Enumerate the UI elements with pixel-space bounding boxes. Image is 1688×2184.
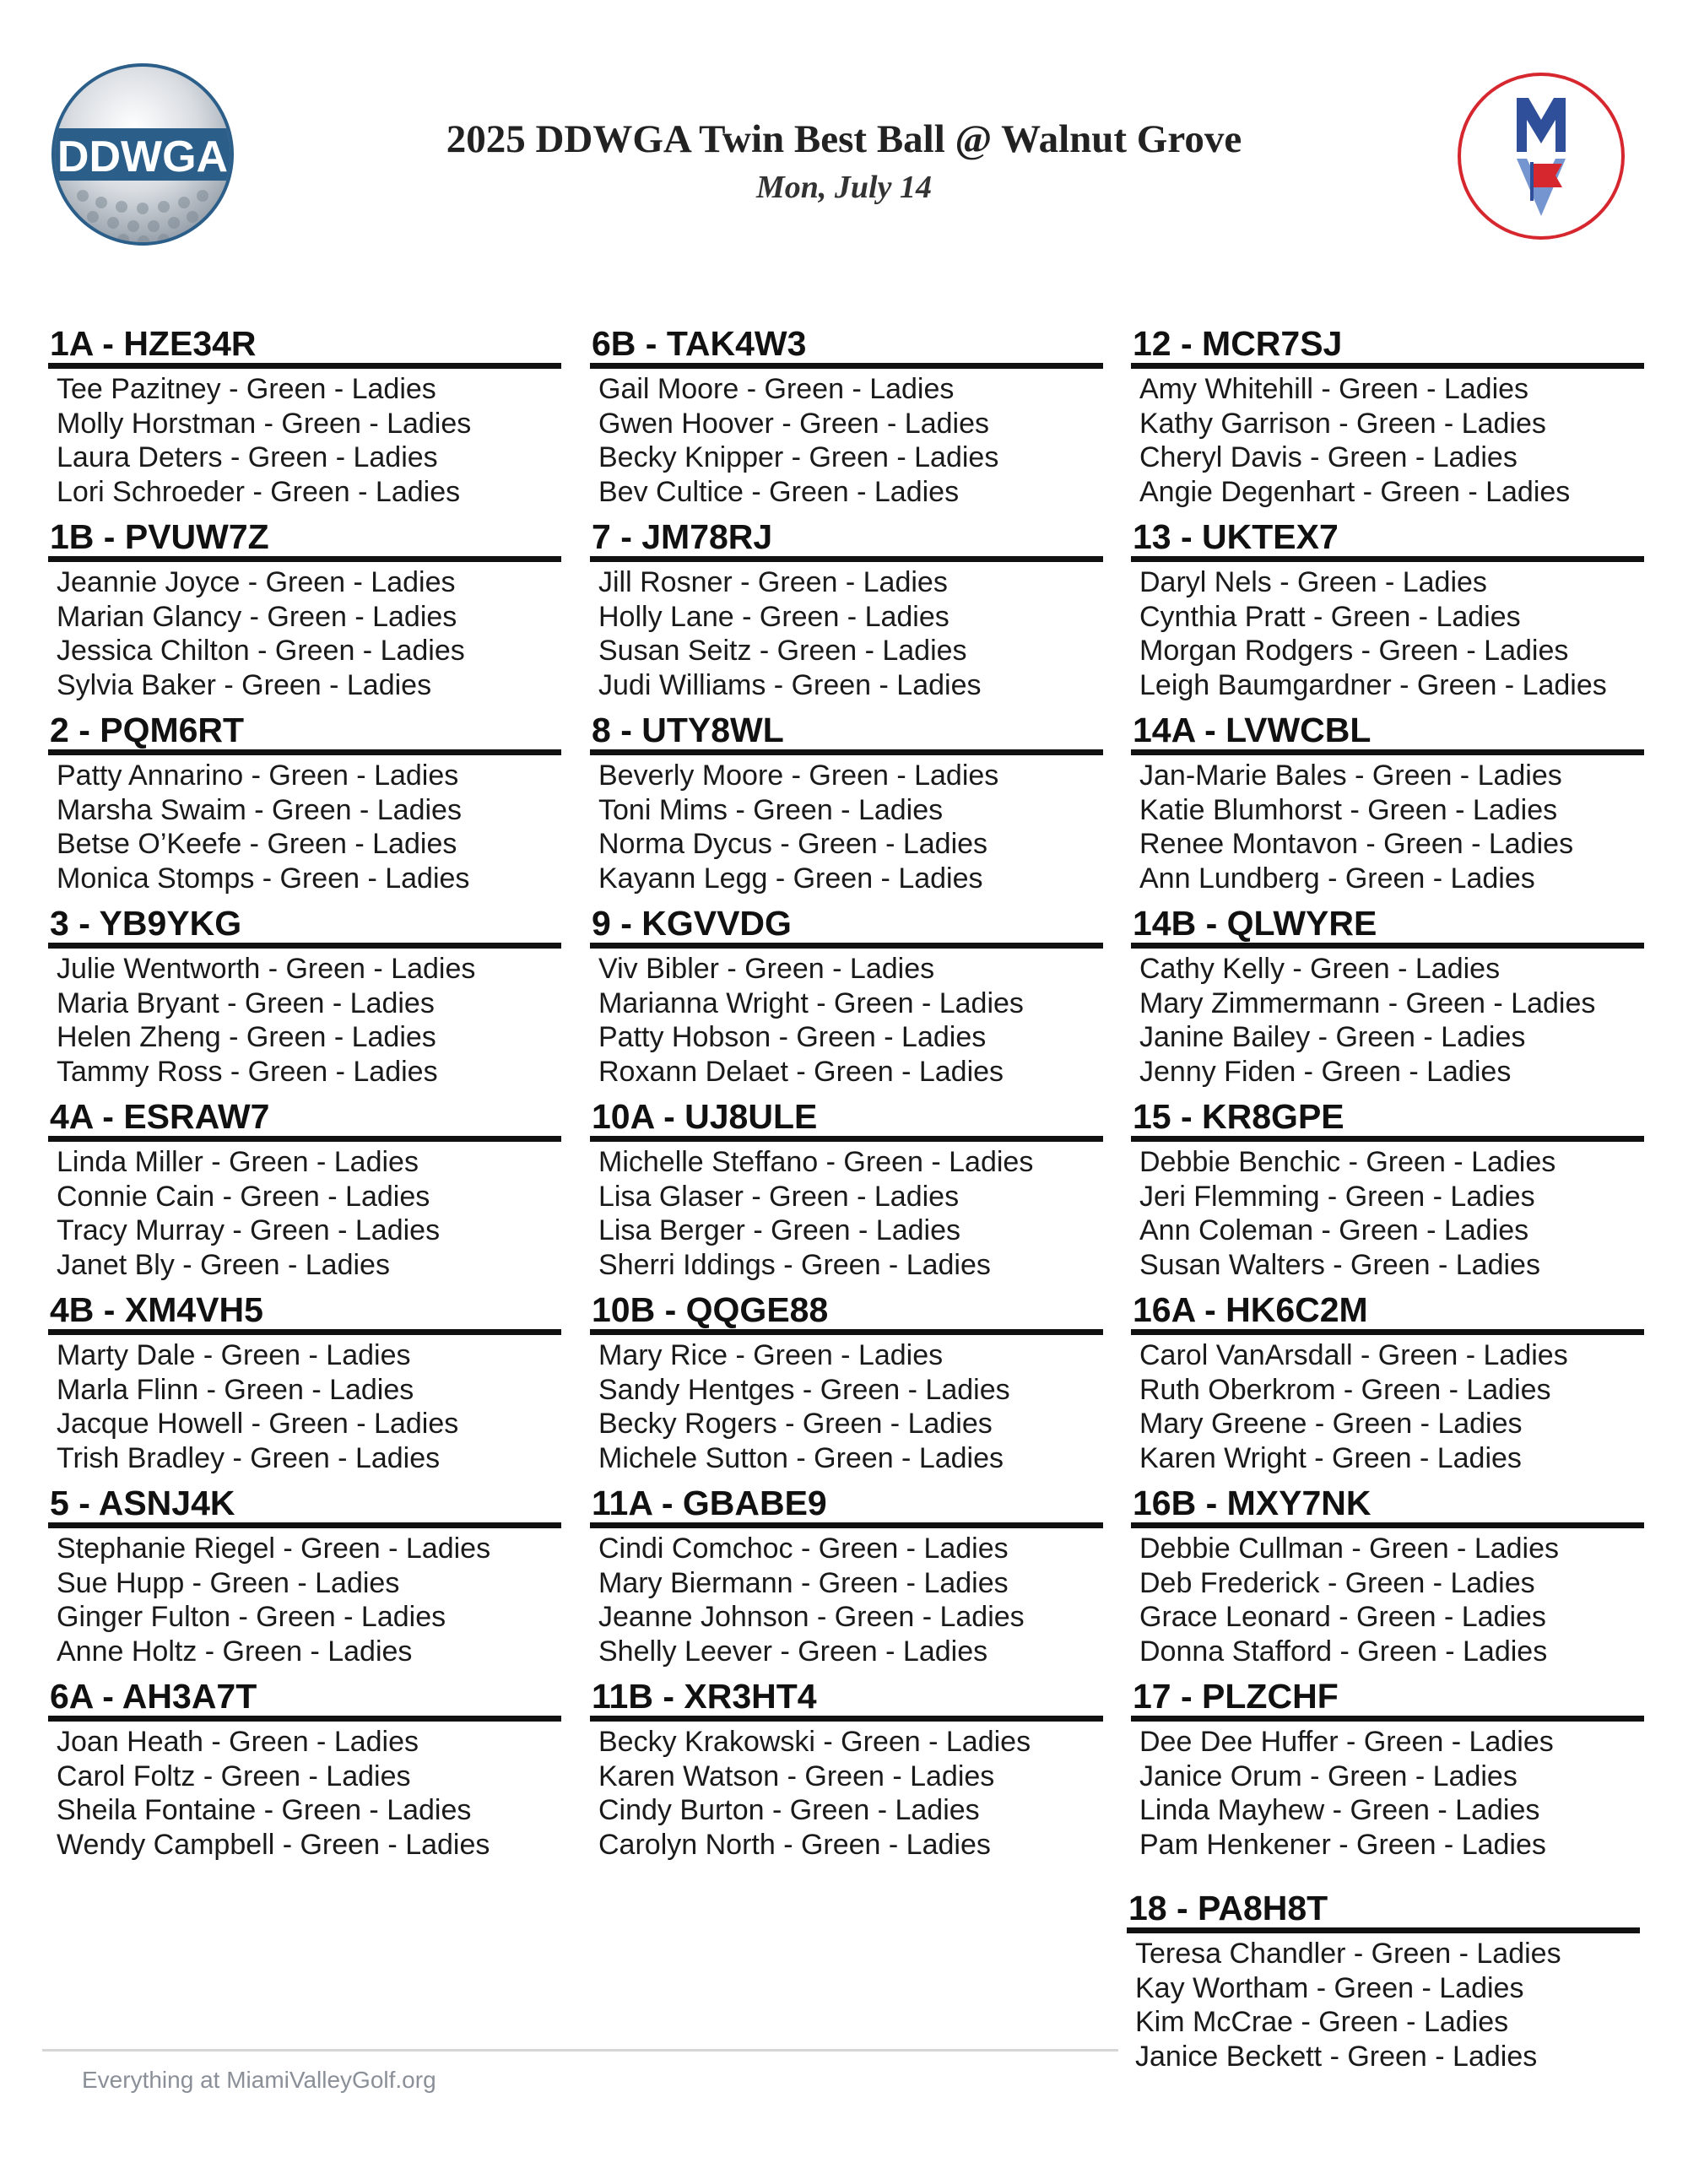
player-entry: Holly Lane - Green - Ladies	[598, 600, 950, 633]
player-entry: Susan Walters - Green - Ladies	[1139, 1248, 1540, 1281]
player-entry: Toni Mims - Green - Ladies	[598, 793, 944, 826]
player-entry: Monica Stomps - Green - Ladies	[57, 862, 470, 895]
group-block	[1131, 711, 1644, 895]
player-entry: Becky Krakowski - Green - Ladies	[598, 1726, 1031, 1758]
player-entry: Norma Dycus - Green - Ladies	[598, 828, 988, 860]
footer-text: Everything at MiamiValleyGolf.org	[82, 2067, 436, 2093]
player-entry: Debbie Benchic - Green - Ladies	[1139, 1146, 1556, 1178]
player-entry: Anne Holtz - Green - Ladies	[57, 1635, 413, 1668]
player-list	[48, 1725, 561, 1862]
player-list	[48, 1532, 561, 1668]
player-entry: Mary Biermann - Green - Ladies	[598, 1566, 1009, 1599]
player-entry: Laura Deters - Green - Ladies	[57, 441, 438, 473]
player-entry: Marty Dale - Green - Ladies	[57, 1339, 411, 1371]
player-entry: Karen Watson - Green - Ladies	[598, 1760, 995, 1792]
player-entry: Renee Montavon - Green - Ladies	[1139, 828, 1574, 860]
group-code: 4A - ESRAW7	[48, 1097, 561, 1142]
player-entry: Pam Henkener - Green - Ladies	[1139, 1828, 1546, 1861]
player-entry: Patty Annarino - Green - Ladies	[57, 760, 459, 792]
group-code: 13 - UKTEX7	[1131, 517, 1644, 562]
group-code: 14A - LVWCBL	[1131, 711, 1644, 755]
player-entry: Molly Horstman - Green - Ladies	[57, 407, 472, 440]
group-code: 11A - GBABE9	[590, 1484, 1103, 1528]
page-subtitle: Mon, July 14	[756, 170, 932, 205]
player-entry: Roxann Delaet - Green - Ladies	[598, 1055, 1004, 1088]
player-entry: Michelle Steffano - Green - Ladies	[598, 1146, 1034, 1178]
player-list	[590, 1532, 1103, 1668]
player-entry: Lisa Berger - Green - Ladies	[598, 1214, 960, 1246]
player-entry: Jeri Flemming - Green - Ladies	[1139, 1180, 1535, 1213]
player-entry: Carol VanArsdall - Green - Ladies	[1139, 1339, 1568, 1371]
player-entry: Jenny Fiden - Green - Ladies	[1139, 1055, 1512, 1088]
player-entry: Julie Wentworth - Green - Ladies	[57, 953, 476, 985]
player-entry: Susan Seitz - Green - Ladies	[598, 635, 967, 667]
group-block	[1131, 324, 1644, 509]
group-code: 6B - TAK4W3	[590, 324, 1103, 369]
player-list	[48, 952, 561, 1089]
group-code: 2 - PQM6RT	[48, 711, 561, 755]
player-entry: Kathy Garrison - Green - Ladies	[1139, 407, 1546, 440]
group-block	[590, 711, 1103, 895]
player-entry: Jan-Marie Bales - Green - Ladies	[1139, 760, 1562, 792]
player-entry: Lori Schroeder - Green - Ladies	[57, 475, 461, 508]
group-block	[1131, 1097, 1644, 1282]
player-list	[590, 1145, 1103, 1282]
player-entry: Shelly Leever - Green - Ladies	[598, 1635, 988, 1668]
player-entry: Becky Rogers - Green - Ladies	[598, 1408, 993, 1440]
player-list	[1131, 952, 1644, 1089]
player-list	[48, 1338, 561, 1475]
player-entry: Ann Lundberg - Green - Ladies	[1139, 862, 1535, 895]
player-list	[1131, 1338, 1644, 1475]
group-code: 14B - QLWYRE	[1131, 904, 1644, 949]
player-entry: Trish Bradley - Green - Ladies	[57, 1441, 441, 1474]
player-list	[1127, 1937, 1640, 2073]
group-code: 18 - PA8H8T	[1127, 1889, 1640, 1933]
player-list	[590, 759, 1103, 895]
player-entry: Kay Wortham - Green - Ladies	[1135, 1971, 1524, 2004]
group-code: 16B - MXY7NK	[1131, 1484, 1644, 1528]
group-code: 17 - PLZCHF	[1131, 1677, 1644, 1722]
group-code: 4B - XM4VH5	[48, 1290, 561, 1335]
player-list	[1131, 1725, 1644, 1862]
player-entry: Grace Leonard - Green - Ladies	[1139, 1601, 1546, 1633]
group-code: 6A - AH3A7T	[48, 1677, 561, 1722]
footer-divider	[42, 2049, 1118, 2052]
player-entry: Maria Bryant - Green - Ladies	[57, 987, 435, 1019]
group-code: 7 - JM78RJ	[590, 517, 1103, 562]
player-entry: Cindi Comchoc - Green - Ladies	[598, 1533, 1009, 1565]
player-entry: Tammy Ross - Green - Ladies	[57, 1055, 438, 1088]
player-entry: Leigh Baumgardner - Green - Ladies	[1139, 668, 1607, 701]
player-list	[48, 759, 561, 895]
player-list	[1131, 759, 1644, 895]
player-entry: Angie Degenhart - Green - Ladies	[1139, 475, 1571, 508]
player-entry: Dee Dee Huffer - Green - Ladies	[1139, 1726, 1554, 1758]
group-block	[48, 1484, 561, 1668]
group-block	[590, 517, 1103, 702]
group-code: 1B - PVUW7Z	[48, 517, 561, 562]
group-block	[590, 1097, 1103, 1282]
player-entry: Ruth Oberkrom - Green - Ladies	[1139, 1373, 1551, 1406]
player-list	[48, 1145, 561, 1282]
player-list	[590, 565, 1103, 702]
player-entry: Ann Coleman - Green - Ladies	[1139, 1214, 1529, 1246]
group-block	[590, 324, 1103, 509]
player-entry: Janine Bailey - Green - Ladies	[1139, 1021, 1526, 1053]
player-entry: Daryl Nels - Green - Ladies	[1139, 566, 1487, 598]
player-entry: Linda Mayhew - Green - Ladies	[1139, 1794, 1540, 1826]
player-entry: Jeanne Johnson - Green - Ladies	[598, 1601, 1025, 1633]
player-entry: Becky Knipper - Green - Ladies	[598, 441, 999, 473]
player-list	[590, 1338, 1103, 1475]
player-entry: Carolyn North - Green - Ladies	[598, 1828, 991, 1861]
player-entry: Linda Miller - Green - Ladies	[57, 1146, 419, 1178]
player-entry: Marla Flinn - Green - Ladies	[57, 1373, 414, 1406]
player-entry: Kim McCrae - Green - Ladies	[1135, 2006, 1509, 2038]
group-block	[590, 1484, 1103, 1668]
ddwga-logo-text: DDWGA	[57, 132, 229, 181]
player-entry: Tee Pazitney - Green - Ladies	[57, 373, 436, 405]
player-entry: Gwen Hoover - Green - Ladies	[598, 407, 989, 440]
group-block	[48, 517, 561, 702]
group-block	[590, 1290, 1103, 1475]
player-entry: Kayann Legg - Green - Ladies	[598, 862, 983, 895]
player-entry: Karen Wright - Green - Ladies	[1139, 1441, 1522, 1474]
player-list	[590, 372, 1103, 509]
player-entry: Cynthia Pratt - Green - Ladies	[1139, 600, 1521, 633]
player-entry: Judi Williams - Green - Ladies	[598, 668, 982, 701]
player-list	[590, 952, 1103, 1089]
player-entry: Teresa Chandler - Green - Ladies	[1135, 1938, 1561, 1970]
player-entry: Cheryl Davis - Green - Ladies	[1139, 441, 1518, 473]
player-entry: Marsha Swaim - Green - Ladies	[57, 793, 462, 826]
group-code: 8 - UTY8WL	[590, 711, 1103, 755]
group-block	[1127, 1889, 1640, 2073]
player-entry: Sherri Iddings - Green - Ladies	[598, 1248, 991, 1281]
group-code: 10A - UJ8ULE	[590, 1097, 1103, 1142]
group-block	[48, 1677, 561, 1862]
group-block	[48, 1097, 561, 1282]
player-entry: Jeannie Joyce - Green - Ladies	[57, 566, 456, 598]
player-entry: Betse O’Keefe - Green - Ladies	[57, 828, 457, 860]
player-entry: Sue Hupp - Green - Ladies	[57, 1566, 400, 1599]
player-entry: Sylvia Baker - Green - Ladies	[57, 668, 432, 701]
player-entry: Marian Glancy - Green - Ladies	[57, 600, 457, 633]
player-list	[1131, 1532, 1644, 1668]
player-entry: Mary Greene - Green - Ladies	[1139, 1408, 1523, 1440]
group-block	[1131, 517, 1644, 702]
header	[0, 116, 1688, 206]
player-entry: Debbie Cullman - Green - Ladies	[1139, 1533, 1560, 1565]
player-entry: Morgan Rodgers - Green - Ladies	[1139, 635, 1569, 667]
player-entry: Wendy Campbell - Green - Ladies	[57, 1828, 490, 1861]
page-title: 2025 DDWGA Twin Best Ball @ Walnut Grove	[446, 117, 1242, 161]
player-entry: Amy Whitehill - Green - Ladies	[1139, 373, 1529, 405]
player-entry: Jacque Howell - Green - Ladies	[57, 1408, 459, 1440]
group-block	[48, 904, 561, 1089]
player-list	[48, 565, 561, 702]
player-entry: Donna Stafford - Green - Ladies	[1139, 1635, 1548, 1668]
group-block	[48, 1290, 561, 1475]
group-block	[1131, 1484, 1644, 1668]
player-entry: Mary Rice - Green - Ladies	[598, 1339, 944, 1371]
player-entry: Tracy Murray - Green - Ladies	[57, 1214, 441, 1246]
group-code: 9 - KGVVDG	[590, 904, 1103, 949]
group-block	[48, 324, 561, 509]
player-entry: Sandy Hentges - Green - Ladies	[598, 1373, 1010, 1406]
player-entry: Cathy Kelly - Green - Ladies	[1139, 953, 1501, 985]
player-entry: Helen Zheng - Green - Ladies	[57, 1021, 436, 1053]
player-entry: Katie Blumhorst - Green - Ladies	[1139, 793, 1558, 826]
player-entry: Connie Cain - Green - Ladies	[57, 1180, 430, 1213]
player-entry: Michele Sutton - Green - Ladies	[598, 1441, 1004, 1474]
group-code: 5 - ASNJ4K	[48, 1484, 561, 1528]
player-entry: Mary Zimmermann - Green - Ladies	[1139, 987, 1596, 1019]
player-entry: Sheila Fontaine - Green - Ladies	[57, 1794, 472, 1826]
player-entry: Gail Moore - Green - Ladies	[598, 373, 955, 405]
group-block	[1131, 904, 1644, 1089]
player-entry: Carol Foltz - Green - Ladies	[57, 1760, 411, 1792]
player-entry: Janice Orum - Green - Ladies	[1139, 1760, 1518, 1792]
player-entry: Deb Frederick - Green - Ladies	[1139, 1566, 1535, 1599]
player-entry: Viv Bibler - Green - Ladies	[598, 953, 935, 985]
group-code: 10B - QQGE88	[590, 1290, 1103, 1335]
player-list	[1131, 565, 1644, 702]
group-code: 12 - MCR7SJ	[1131, 324, 1644, 369]
player-list	[1131, 372, 1644, 509]
player-list	[48, 372, 561, 509]
player-entry: Beverly Moore - Green - Ladies	[598, 760, 999, 792]
group-block	[48, 711, 561, 895]
group-code: 1A - HZE34R	[48, 324, 561, 369]
player-entry: Janice Beckett - Green - Ladies	[1135, 2040, 1538, 2073]
group-block	[1131, 1677, 1644, 1862]
player-entry: Joan Heath - Green - Ladies	[57, 1726, 419, 1758]
group-block	[590, 1677, 1103, 1862]
player-entry: Patty Hobson - Green - Ladies	[598, 1021, 987, 1053]
player-list	[590, 1725, 1103, 1862]
group-code: 16A - HK6C2M	[1131, 1290, 1644, 1335]
player-entry: Stephanie Riegel - Green - Ladies	[57, 1533, 491, 1565]
player-entry: Jessica Chilton - Green - Ladies	[57, 635, 465, 667]
player-entry: Marianna Wright - Green - Ladies	[598, 987, 1024, 1019]
group-block	[590, 904, 1103, 1089]
player-entry: Lisa Glaser - Green - Ladies	[598, 1180, 960, 1213]
player-entry: Cindy Burton - Green - Ladies	[598, 1794, 980, 1826]
group-code: 11B - XR3HT4	[590, 1677, 1103, 1722]
player-entry: Bev Cultice - Green - Ladies	[598, 475, 960, 508]
group-block	[1131, 1290, 1644, 1475]
player-entry: Ginger Fulton - Green - Ladies	[57, 1601, 446, 1633]
group-code: 15 - KR8GPE	[1131, 1097, 1644, 1142]
player-list	[1131, 1145, 1644, 1282]
player-entry: Janet Bly - Green - Ladies	[57, 1248, 390, 1281]
player-entry: Jill Rosner - Green - Ladies	[598, 566, 948, 598]
group-code: 3 - YB9YKG	[48, 904, 561, 949]
